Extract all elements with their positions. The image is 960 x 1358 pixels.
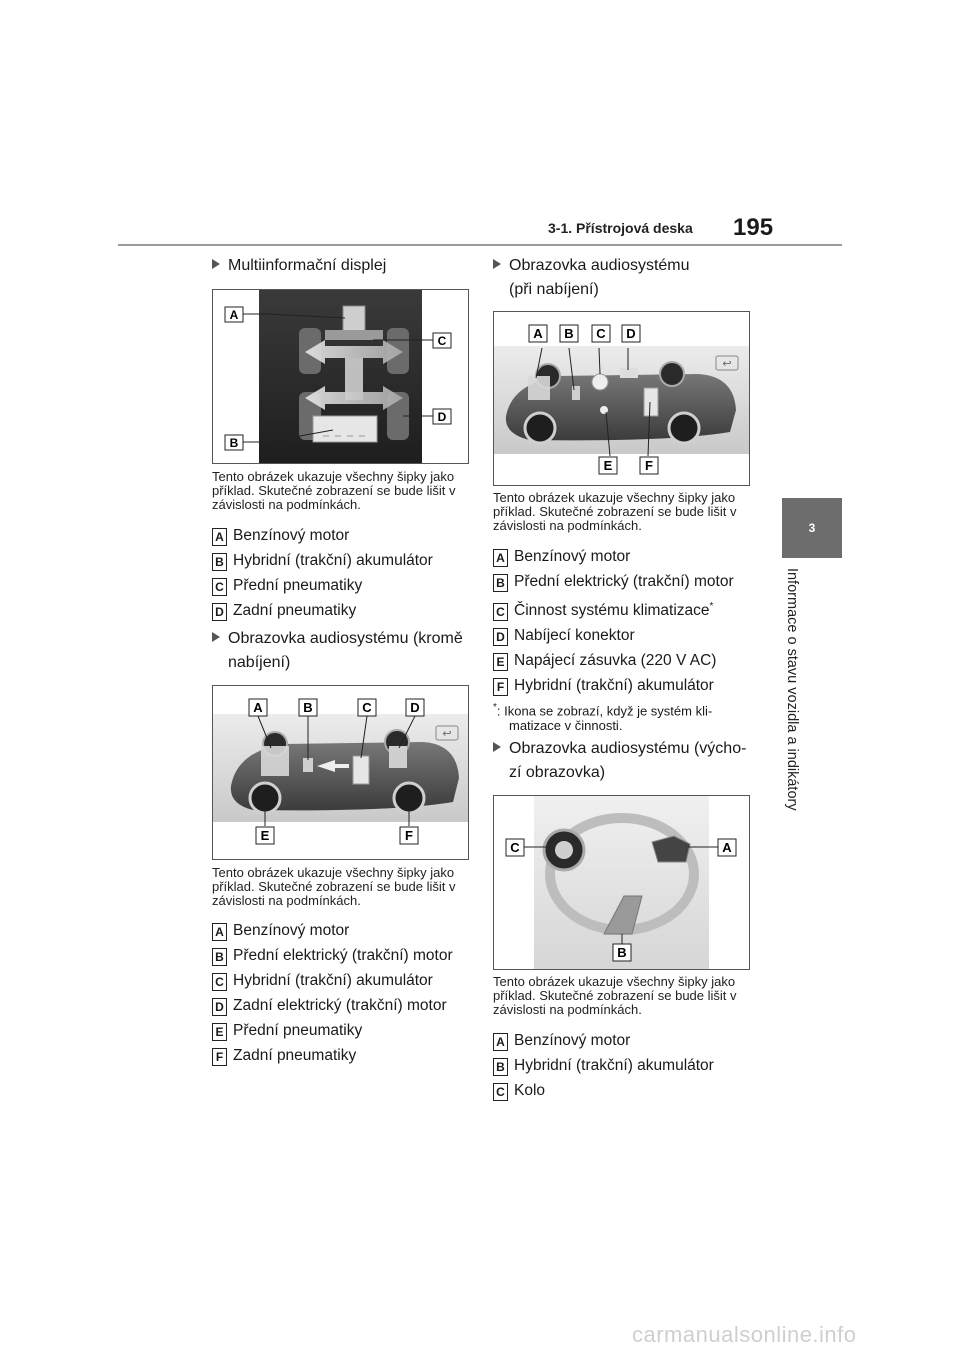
list-item [493, 1031, 714, 1051]
bullet-heading-audio-charging [493, 254, 690, 302]
triangle-bullet-icon [493, 259, 501, 269]
callout-b: B [617, 945, 627, 960]
label-badge: B [493, 1058, 508, 1076]
legend-list-multi [212, 526, 433, 621]
list-item-text: Hybridní (trakční) akumulátor [233, 972, 433, 989]
page-number: 195 [733, 214, 774, 241]
list-item [212, 601, 433, 621]
bullet-heading-multi-display [212, 254, 386, 278]
footnote [493, 700, 712, 733]
label-badge: C [212, 578, 227, 596]
callout-c: C [596, 326, 606, 341]
bullet-heading-text-cont: nabíjení) [228, 654, 291, 671]
callout-d: D [410, 700, 420, 715]
svg-text:↩: ↩ [722, 358, 732, 370]
list-item [212, 921, 453, 941]
callout-f: F [645, 458, 653, 473]
list-item-text: Benzínový motor [514, 1032, 631, 1049]
triangle-bullet-icon [212, 632, 220, 642]
figure-caption: Tento obrázek ukazuje všechny šipky jako příklad. Skutečné zobrazení se bude lišit v závislosti na podmínkách. [212, 469, 456, 512]
label-badge: D [212, 603, 227, 621]
label-badge: D [493, 628, 508, 646]
bullet-heading-audio-home [493, 737, 746, 785]
list-item [493, 1081, 714, 1101]
callout-f: F [405, 828, 413, 843]
bullet-heading-text: Obrazovka audiosystému (kromě [228, 630, 463, 647]
list-item [212, 996, 453, 1016]
callout-b: B [229, 436, 239, 450]
list-item [212, 1021, 453, 1041]
list-item [493, 597, 734, 621]
callout-e: E [260, 828, 270, 843]
label-badge: F [212, 1048, 227, 1066]
label-badge: B [493, 574, 508, 592]
list-item [212, 526, 433, 546]
multi-display-illustration [213, 290, 468, 463]
callout-a: A [253, 700, 263, 715]
list-item-text: Zadní pneumatiky [233, 602, 357, 619]
label-badge: C [493, 603, 508, 621]
footnote-star: * [493, 702, 497, 713]
label-badge: D [212, 998, 227, 1016]
label-badge: B [212, 948, 227, 966]
callout-c: C [362, 700, 372, 715]
list-item-text: Napájecí zásuvka (220 V AC) [514, 652, 717, 670]
list-item [212, 551, 433, 571]
bullet-heading-text: Obrazovka audiosystému (výcho- [509, 740, 747, 757]
footnote-marker: * [709, 601, 714, 612]
label-badge: F [493, 678, 508, 696]
list-item-text: Přední elektrický (trakční) motor [514, 573, 734, 590]
list-item [493, 1056, 714, 1076]
list-item-text: Přední elektrický (trakční) motor [233, 947, 453, 964]
callout-e: E [603, 458, 613, 473]
list-item [493, 676, 734, 696]
figure-caption: Tento obrázek ukazuje všechny šipky jako příklad. Skutečné zobrazení se bude lišit v závislosti na podmínkách. [493, 490, 737, 533]
label-badge: A [493, 1033, 508, 1051]
figure-audio-home [493, 795, 750, 970]
legend-list-audio-except [212, 921, 453, 1066]
list-item-text: Nabíjecí konektor [514, 627, 635, 645]
bullet-heading-text: Multiinformační displej [228, 257, 387, 274]
list-item [212, 971, 453, 991]
list-item [212, 1046, 453, 1066]
triangle-bullet-icon [493, 742, 501, 752]
callout-c: C [510, 840, 520, 855]
label-badge: B [212, 553, 227, 571]
list-item-text: Benzínový motor [514, 548, 631, 565]
chapter-number: 3 [808, 521, 816, 535]
callout-c: C [437, 334, 447, 348]
list-item-text: Zadní elektrický (trakční) motor [233, 997, 447, 1014]
list-item [493, 651, 734, 671]
triangle-bullet-icon [212, 259, 220, 269]
list-item-text: Hybridní (trakční) akumulátor [514, 1057, 714, 1074]
energy-ring-illustration [494, 796, 749, 969]
list-item-text: Kolo [514, 1082, 546, 1099]
svg-text:↩: ↩ [442, 728, 452, 740]
list-item [493, 572, 734, 592]
label-badge: A [212, 923, 227, 941]
bullet-heading-text-cont: (při nabíjení) [509, 281, 599, 298]
list-item-text: Benzínový motor [233, 922, 350, 939]
list-item [212, 946, 453, 966]
list-item [212, 576, 433, 596]
list-item-text: Hybridní (trakční) akumulátor [233, 552, 433, 569]
callout-a: A [533, 326, 543, 341]
bullet-heading-text: Obrazovka audiosystému [509, 257, 690, 274]
callout-b: B [564, 326, 574, 341]
figure-caption: Tento obrázek ukazuje všechny šipky jako příklad. Skutečné zobrazení se bude lišit v závislosti na podmínkách. [212, 865, 456, 908]
engine-shape [343, 306, 365, 332]
list-item-text: Benzínový motor [233, 527, 350, 544]
car-illustration [213, 686, 468, 859]
label-badge: A [493, 549, 508, 567]
car-charging-illustration [494, 312, 749, 485]
label-badge: E [493, 653, 508, 671]
figure-audio-except-charging [212, 685, 469, 860]
callout-a: A [229, 308, 239, 322]
label-badge: A [212, 528, 227, 546]
legend-list-audio-charging [493, 547, 734, 696]
list-item-text: Přední pneumatiky [233, 577, 363, 594]
bullet-heading-text-cont: zí obrazovka) [509, 764, 606, 781]
list-item-text: Činnost systému klimatizace [514, 602, 710, 620]
battery-shape [313, 416, 377, 442]
label-badge: E [212, 1023, 227, 1041]
list-item-text: Přední pneumatiky [233, 1022, 363, 1039]
label-badge: C [493, 1083, 508, 1101]
list-item [493, 547, 734, 567]
section-title: 3-1. Přístrojová deska [548, 220, 693, 236]
list-item-text: Zadní pneumatiky [233, 1047, 357, 1064]
figure-audio-charging [493, 311, 750, 486]
label-badge: C [212, 973, 227, 991]
footnote-text: : Ikona se zobrazí, když je systém kli- [496, 703, 713, 719]
footnote-text-cont: matizace v činnosti. [509, 718, 623, 734]
figure-multi-display [212, 289, 469, 464]
callout-d: D [626, 326, 636, 341]
watermark: carmanualsonline.info [632, 1322, 857, 1347]
chapter-side-text: Informace o stavu vozidla a indikátory [784, 568, 800, 811]
list-item-text: Hybridní (trakční) akumulátor [514, 677, 714, 695]
callout-a: A [722, 840, 732, 855]
callout-d: D [437, 410, 447, 424]
chapter-tab [782, 498, 842, 558]
legend-list-audio-home [493, 1031, 714, 1101]
bullet-heading-audio-except-charging [212, 627, 463, 675]
list-item [493, 626, 734, 646]
callout-b: B [303, 700, 313, 715]
header-rule [118, 244, 842, 246]
figure-caption: Tento obrázek ukazuje všechny šipky jako příklad. Skutečné zobrazení se bude lišit v závislosti na podmínkách. [493, 974, 737, 1017]
